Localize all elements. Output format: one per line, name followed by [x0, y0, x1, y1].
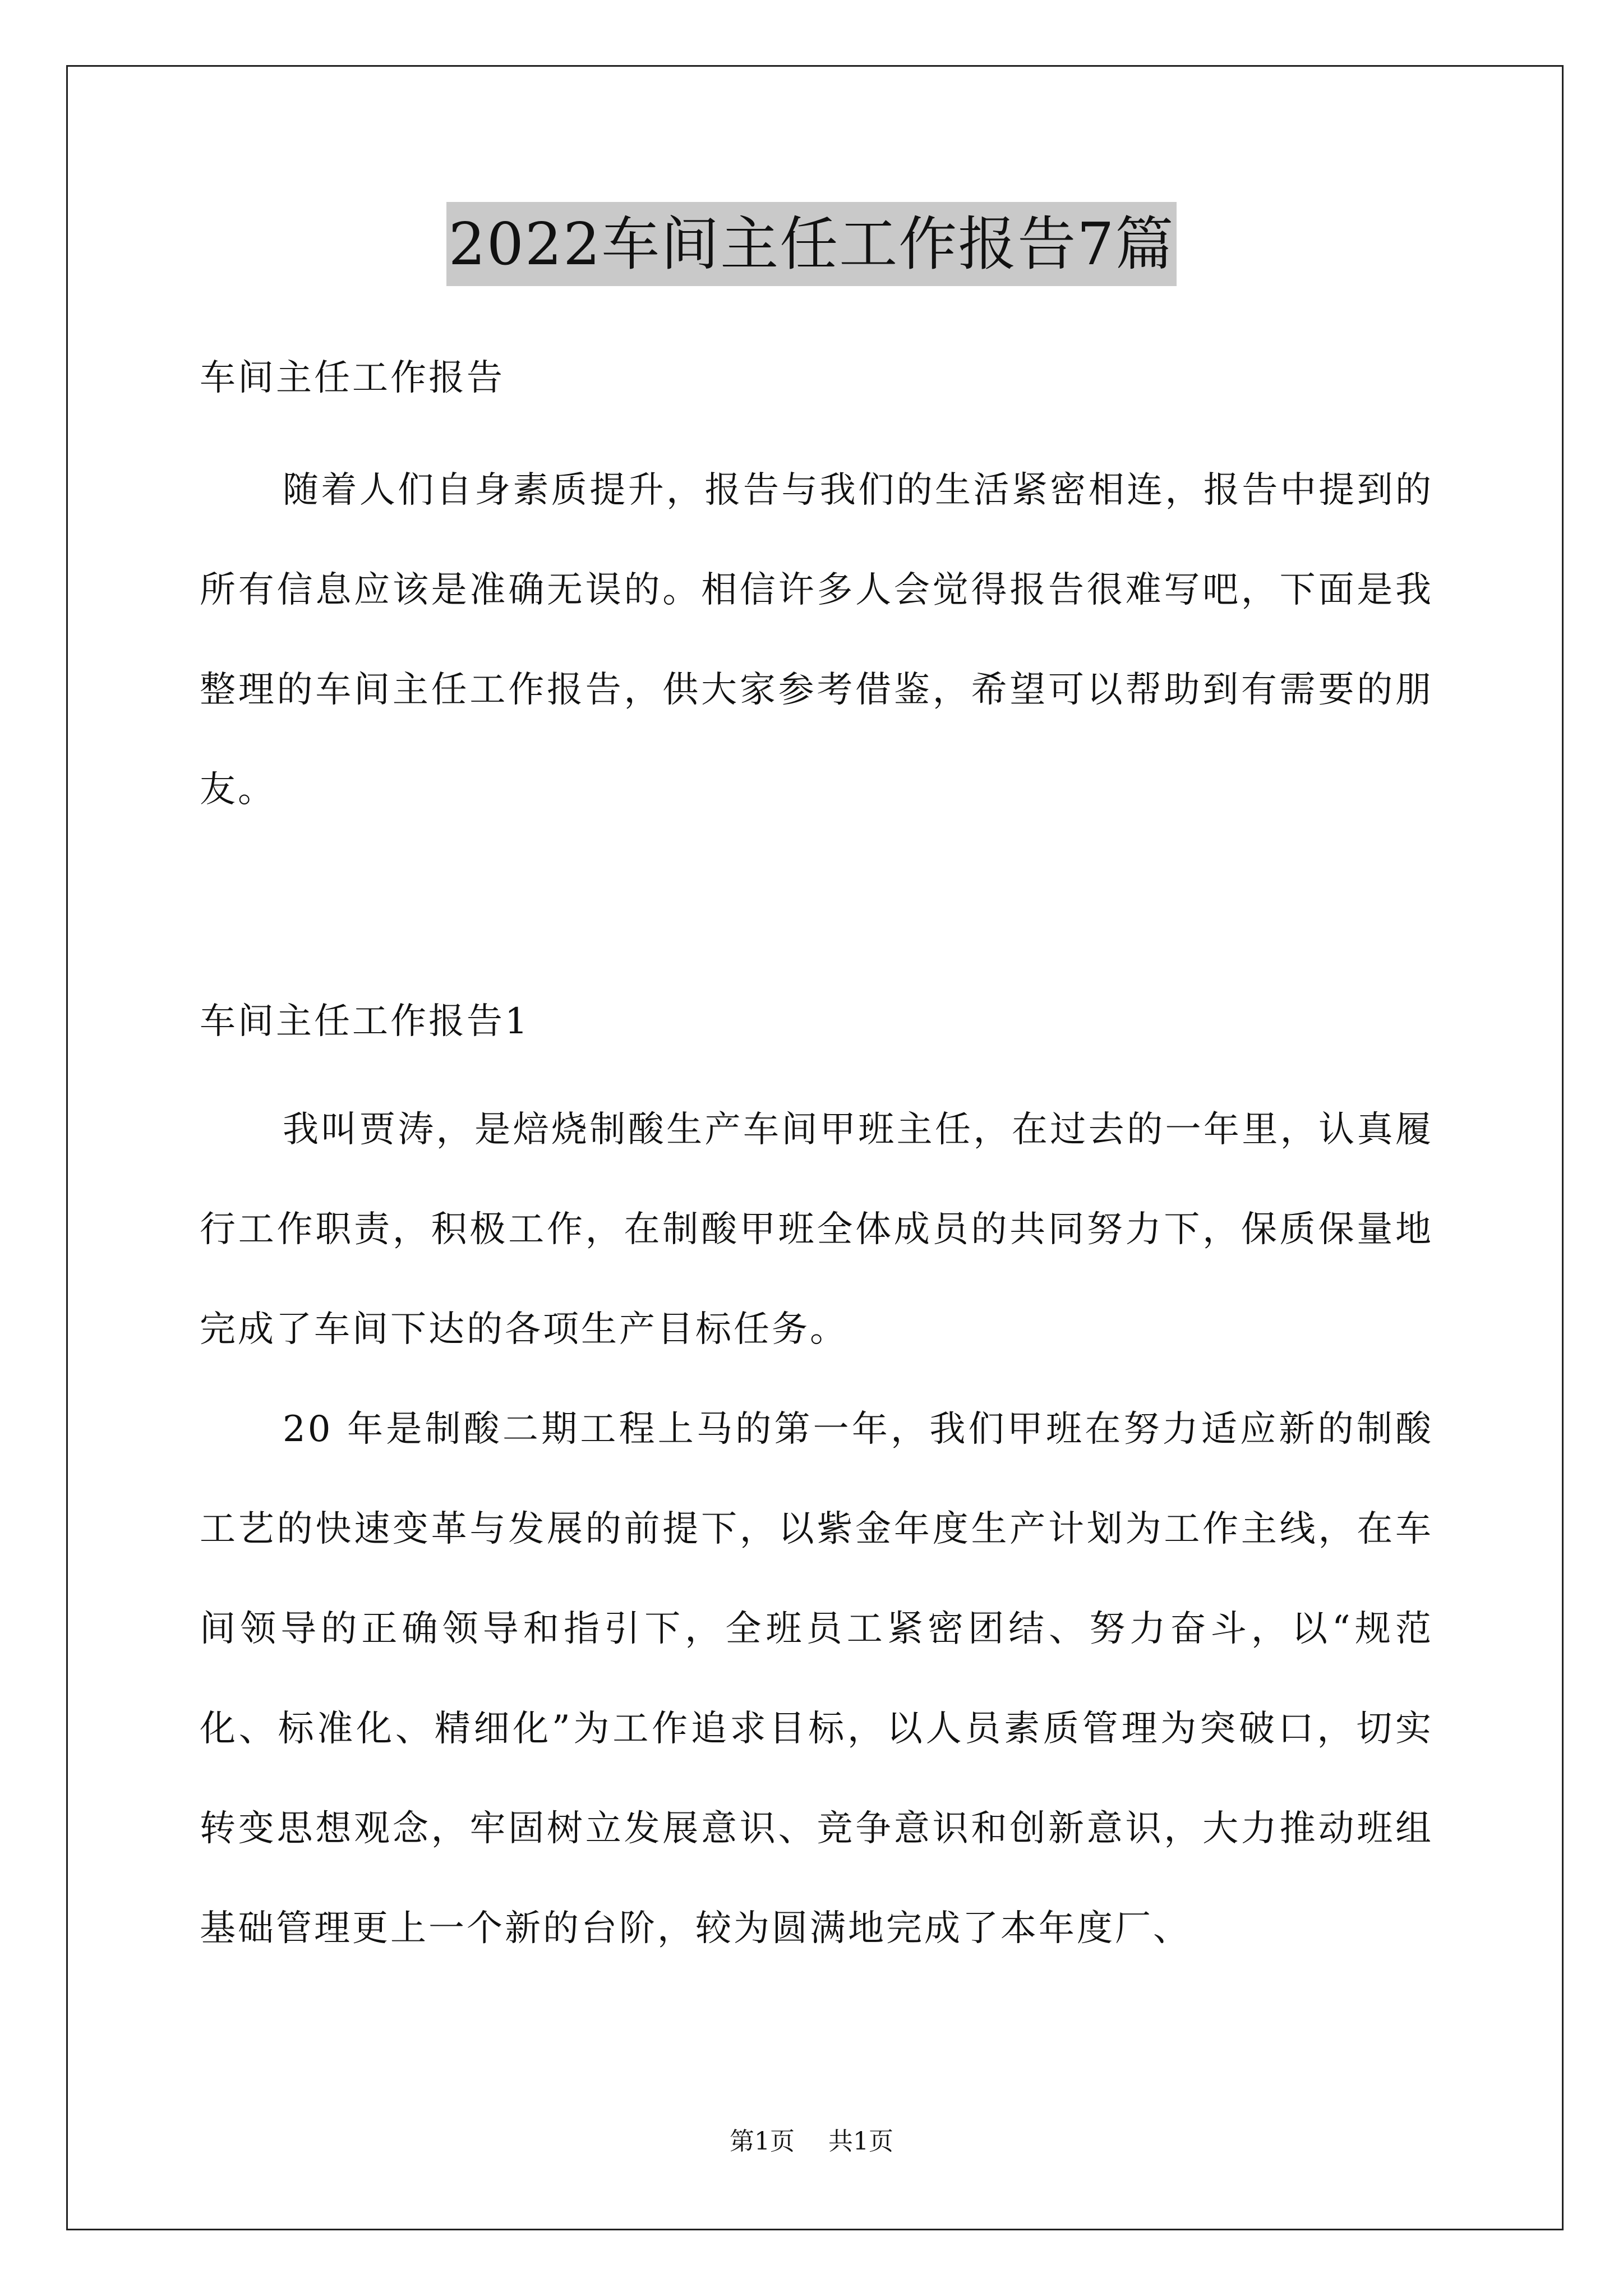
intro-section — [200, 440, 1433, 840]
page-number: 第1页 — [730, 2127, 795, 2156]
document-title: 2022车间主任工作报告7篇 — [446, 202, 1177, 286]
intro-heading: 车间主任工作报告 — [200, 357, 505, 399]
page-footer — [0, 2125, 1623, 2159]
page-total: 共1页 — [828, 2127, 893, 2156]
body-paragraph-2: 20 年是制酸二期工程上马的第一年，我们甲班在努力适应新的制酸工艺的快速变革与发展的前提下，以紫金年度生产计划为工作主线，在车间领导的正确领导和指引下，全班员工紧密团结、努力奋斗，以“规范化、标准化、精细化”为工作追求目标，以人员素质管理为突破口，切实转变思想观念，牢固树立发展意识、竞争意识和创新意识，大力推动班组基础管理更上一个新的台阶，较为圆满地完成了本年度厂、 — [200, 1409, 1433, 1949]
section-body — [200, 1080, 1433, 1978]
body-paragraph-1: 我叫贾涛，是焙烧制酸生产车间甲班主任，在过去的一年里，认真履行工作职责，积极工作，在制酸甲班全体成员的共同努力下，保质保量地完成了车间下达的各项生产目标任务。 — [200, 1109, 1433, 1350]
section-heading: 车间主任工作报告1 — [200, 1001, 530, 1042]
intro-paragraph: 随着人们自身素质提升，报告与我们的生活紧密相连，报告中提到的所有信息应该是准确无误的。相信许多人会觉得报告很难写吧，下面是我整理的车间主任工作报告，供大家参考借鉴，希望可以帮助到有需要的朋友。 — [200, 470, 1433, 811]
title-container — [0, 202, 1623, 286]
